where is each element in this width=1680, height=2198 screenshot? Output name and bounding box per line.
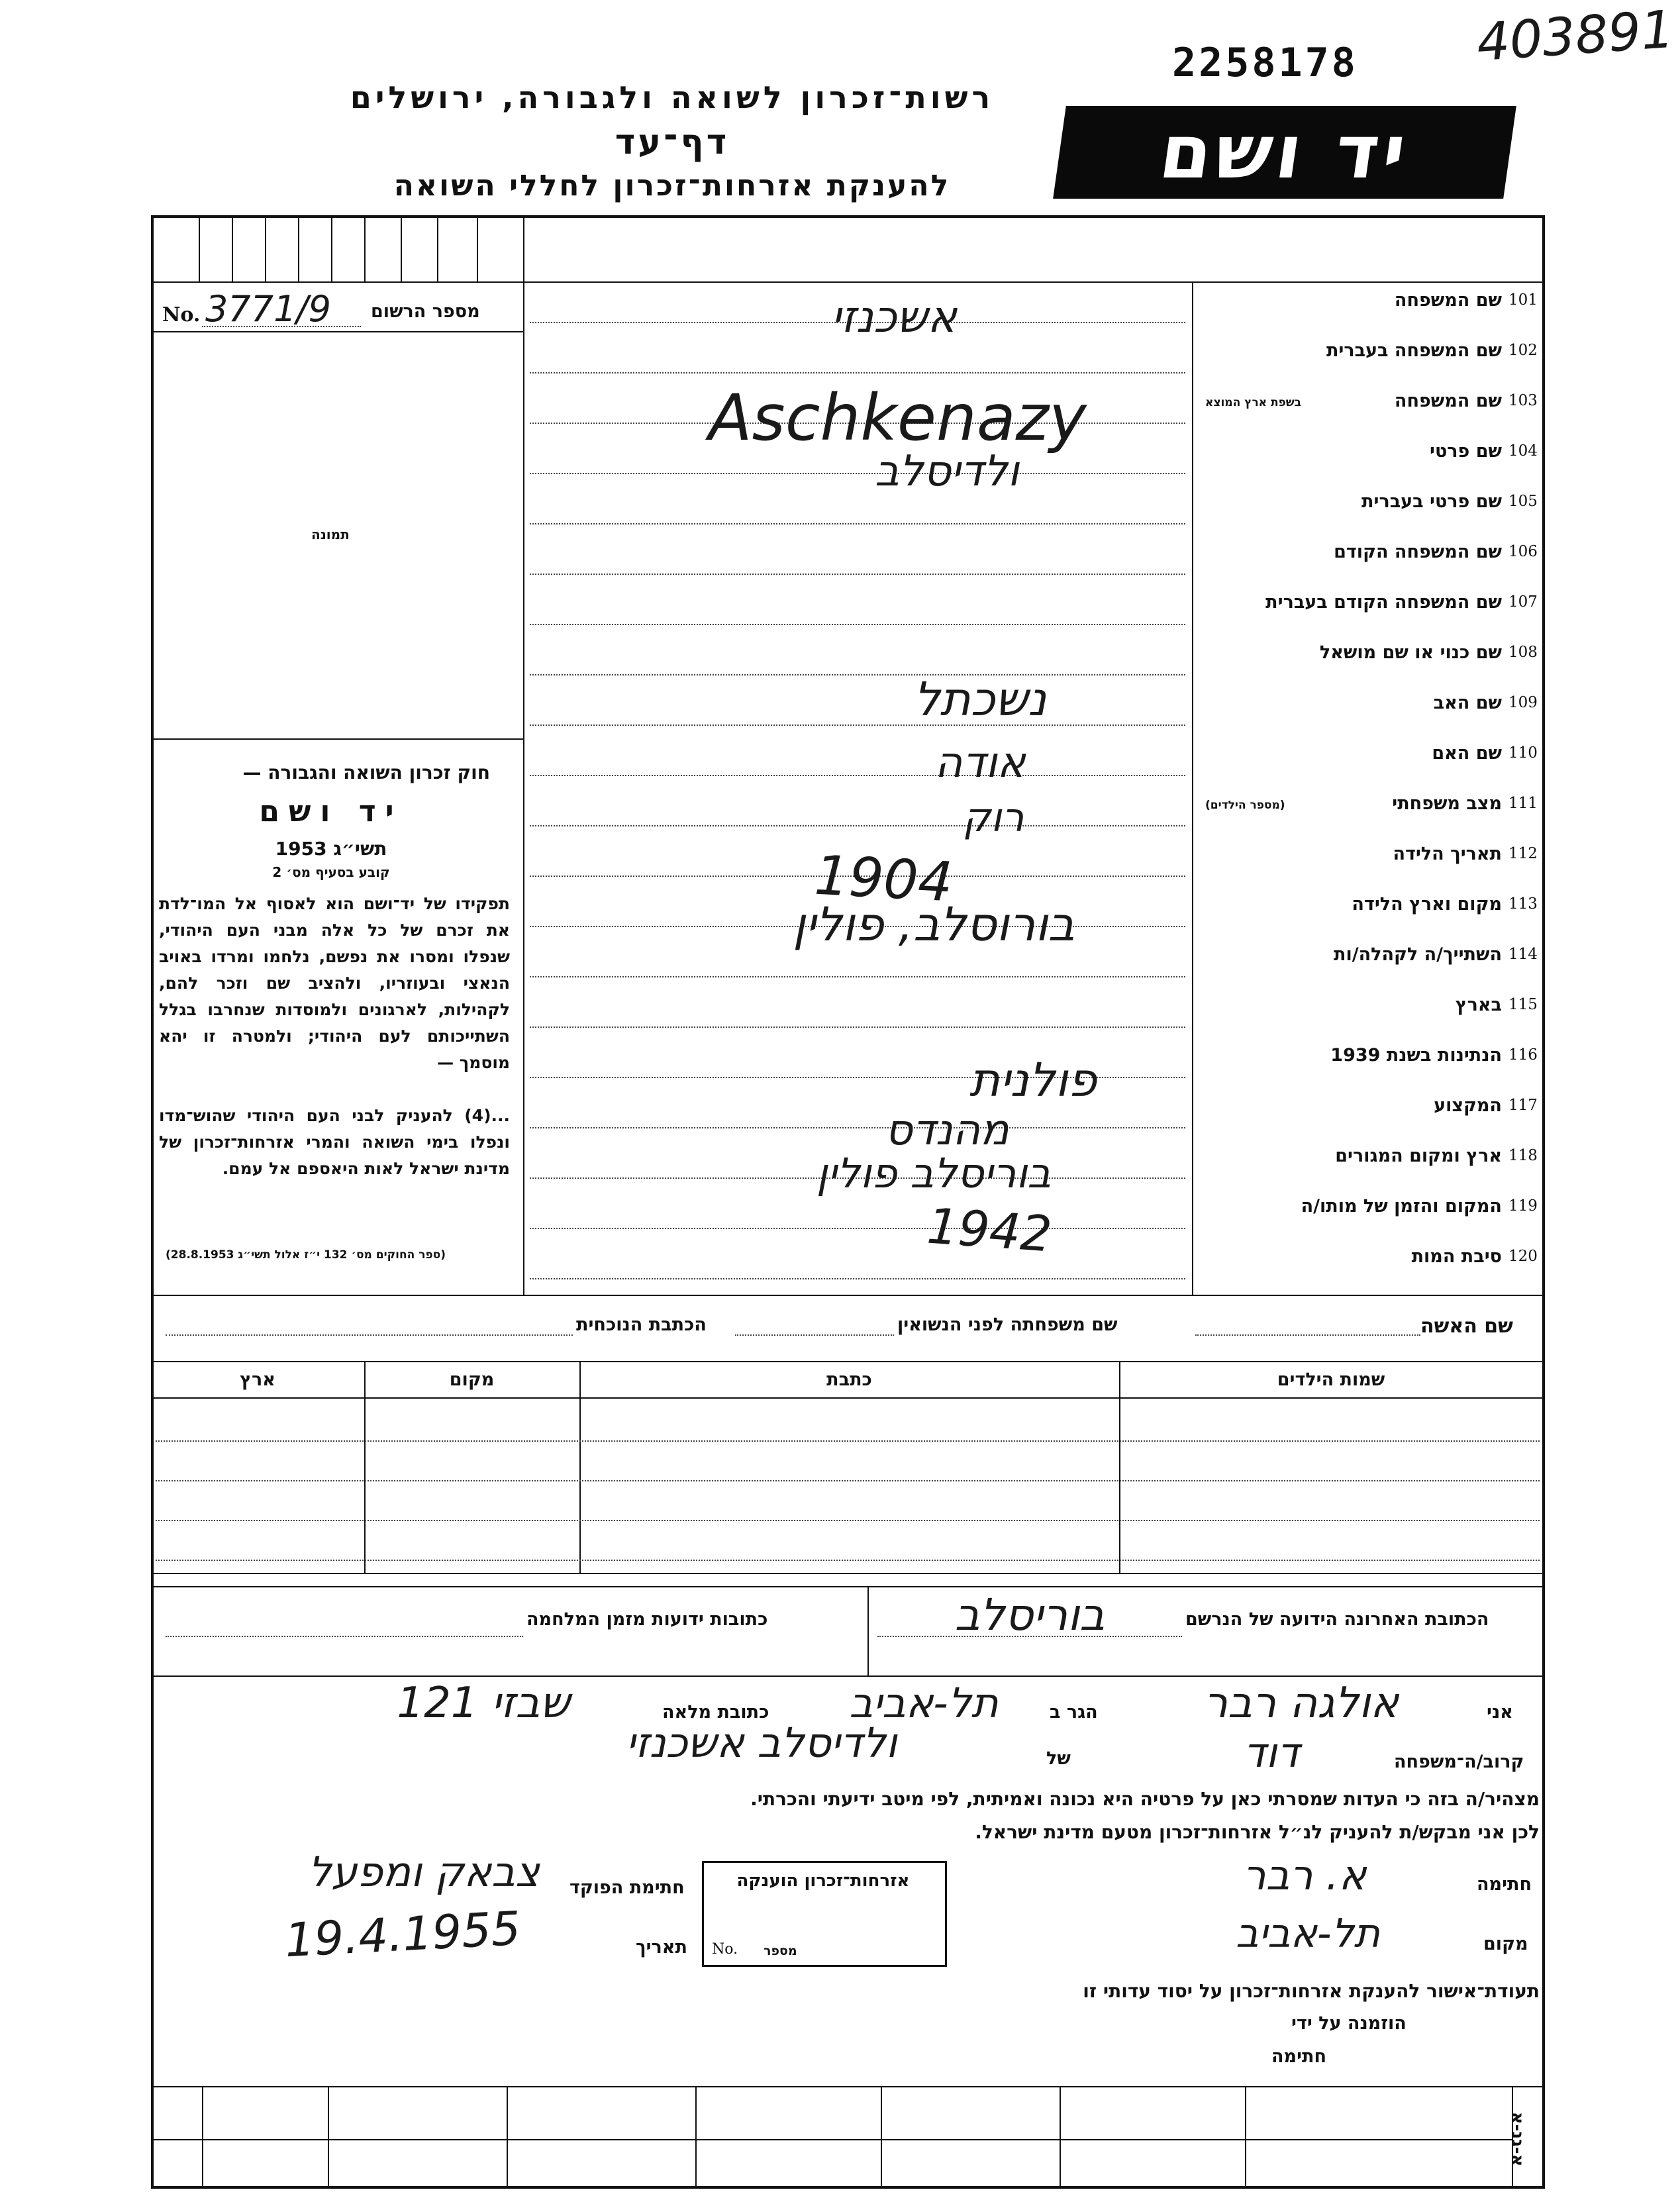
field-value-line — [530, 574, 1185, 575]
certificate-signature-label: חתימה — [1271, 2046, 1327, 2067]
field-number: 118 — [1508, 1147, 1538, 1164]
stamp-number-label: מספר — [764, 1944, 797, 1958]
value-mother-name: אודה — [934, 738, 1026, 787]
logo-text: יד ושם — [1154, 109, 1415, 195]
declarant-i-label: אני — [1487, 1702, 1513, 1723]
declarant-resides-label: הגר ב — [1050, 1702, 1098, 1723]
field-number: 106 — [1508, 543, 1538, 560]
declarant-address: שבזי 121 — [397, 1679, 570, 1728]
field-value-line — [530, 1228, 1185, 1229]
request-text: לכן אני מבקש/ת להעניק לנ״ל אזרחות־זכרון מטעם מדינת ישראל. — [975, 1821, 1540, 1843]
children-header-country: ארץ — [240, 1370, 275, 1390]
photo-label: תמונה — [311, 526, 350, 542]
value-family-name-origin: Aschkenazy — [709, 381, 1087, 455]
field-value-line — [530, 976, 1185, 977]
field-label: המקצוע — [1434, 1095, 1502, 1116]
field-note: בשפת ארץ המוצא — [1205, 396, 1302, 409]
value-marital-status: רוק — [962, 795, 1024, 841]
field-number: 103 — [1508, 392, 1538, 409]
field-value-line — [530, 372, 1185, 374]
field-note: (מספר הילדים) — [1205, 799, 1285, 812]
value-family-name: אשכנזי — [831, 291, 957, 342]
law-footnote: (ספר החוקים מס׳ 132 י״ז אלול תשי״ג 28.8.1953) — [166, 1248, 446, 1262]
value-profession: מהנדס — [885, 1106, 1009, 1155]
field-label: ארץ ומקום המגורים — [1335, 1146, 1502, 1166]
field-label: מקום וארץ הלידה — [1352, 894, 1502, 915]
field-label: שם פרטי בעברית — [1361, 491, 1502, 512]
declarant-place-label: מקום — [1483, 1934, 1528, 1954]
declarant-city: תל-אביב — [849, 1679, 999, 1727]
value-residence: בוריסלב פולין — [816, 1149, 1052, 1197]
field-number: 108 — [1508, 644, 1538, 661]
law-text: תפקידו של יד־ושם הוא לאסוף אל המו־לדת את זכרם של כל אלה מבני העם היהודי, שנפלו ומסרו את נפשם, נלחמו ומרדו באויב הנאצי ובעוזריו, ולהציב שם וזכר להם, לקהילות, לארגונים ולמוסדות שנחרבו בגלל השתייכותם לעם היהודי; ולמטרה זו יהא מוסמך — — [159, 894, 510, 1072]
field-label: שם המשפחה בעברית — [1326, 340, 1502, 361]
field-label: השתייך/ה לקהלה/ות — [1334, 944, 1502, 965]
field-value-line — [530, 1026, 1185, 1028]
certificate-text: תעודת־אישור להענקת אזרחות־זכרון על יסוד עדותי זו — [1083, 1980, 1540, 2002]
field-label: שם המשפחה — [1394, 290, 1502, 311]
declarant-of-label: של — [1046, 1748, 1071, 1769]
official-signature: צבאק ומפעל — [308, 1848, 540, 1896]
field-number: 114 — [1508, 946, 1538, 963]
field-label: שם האם — [1432, 743, 1502, 764]
war-address-label: כתובות ידועות מזמן המלחמה — [526, 1609, 768, 1630]
value-birth-place: בורוסלב, פולין — [793, 897, 1075, 952]
children-header-names: שמות הילדים — [1277, 1370, 1385, 1390]
field-label: שם המשפחה הקודם — [1334, 542, 1502, 562]
field-label: סיבת המות — [1411, 1246, 1502, 1267]
value-nationality: פולנית — [969, 1053, 1097, 1107]
declarant-address-label: כתובת מלאה — [662, 1702, 769, 1723]
field-number: 112 — [1508, 845, 1538, 862]
declarant-relative-label: קרוב/ה־משפחה — [1394, 1752, 1524, 1772]
declaration-text: מצהיר/ה בזה כי העדות שמסרתי כאן על פרטיה היא נכונה ואמיתית, לפי מיטב ידיעתי והכרתי. — [750, 1788, 1540, 1810]
field-number: 115 — [1508, 996, 1538, 1013]
law-clause: קובע בסעיף מס׳ 2 — [272, 864, 390, 880]
law-year: תשי״ג 1953 — [275, 838, 387, 860]
official-date-label: תאריך — [636, 1937, 687, 1958]
field-label: בארץ — [1455, 995, 1502, 1015]
field-number: 117 — [1508, 1097, 1538, 1114]
field-value-line — [530, 624, 1185, 625]
yad-vashem-logo — [1053, 106, 1516, 199]
declarant-signature-label: חתימה — [1477, 1874, 1532, 1895]
field-label: מצב משפחתי — [1392, 793, 1502, 814]
wife-address-label: הכתבת הנוכחית — [576, 1315, 707, 1335]
field-label: שם המשפחה הקודם בעברית — [1265, 592, 1502, 613]
declarant-signature: א. רבר — [1242, 1851, 1367, 1899]
field-number: 105 — [1508, 493, 1538, 510]
official-date: 19.4.1955 — [283, 1901, 522, 1968]
value-death: 1942 — [925, 1197, 1054, 1264]
last-address-value: בוריסלב — [954, 1589, 1105, 1640]
declarant-of-name: ולדיסלב אשכנזי — [626, 1719, 897, 1767]
field-label: שם פרטי — [1430, 441, 1502, 462]
field-number: 116 — [1508, 1046, 1538, 1064]
field-value-line — [530, 523, 1185, 525]
field-number: 107 — [1508, 593, 1538, 611]
children-header-address: כתבת — [826, 1370, 872, 1390]
law-title: חוק זכרון השואה והגבורה — — [242, 762, 490, 783]
field-number: 101 — [1508, 291, 1538, 309]
field-label: שם האב — [1433, 693, 1502, 713]
citizenship-stamp-box — [702, 1861, 947, 1967]
field-label: המקום והזמן של מותו/ה — [1301, 1196, 1502, 1217]
official-signature-label: חתימת הפוקד — [569, 1877, 685, 1898]
authority-line: רשות־זכרון לשואה ולגבורה, ירושלים — [350, 79, 995, 115]
stamp-no-prefix: No. — [712, 1941, 738, 1958]
handwritten-number: 403891 — [1475, 0, 1676, 74]
wife-label: שם האשה — [1420, 1315, 1513, 1338]
registry-label: מספר הרשום — [371, 301, 480, 322]
field-label: הנתינות בשנת 1939 — [1330, 1045, 1502, 1066]
declarant-name: אולגה רבר — [1203, 1679, 1399, 1728]
value-first-name: ולדיסלב — [875, 447, 1019, 496]
registry-value: 3771/9 — [205, 288, 331, 330]
field-number: 109 — [1508, 694, 1538, 711]
certificate-ordered-label: הוזמנה על ידי — [1291, 2013, 1407, 2034]
children-header-place: מקום — [449, 1370, 495, 1390]
field-number: 104 — [1508, 442, 1538, 460]
field-number: 111 — [1508, 795, 1538, 812]
form-title: דף־עד — [615, 123, 730, 162]
record-number: 2258178 — [1172, 40, 1358, 86]
declarant-place: תל-אביב — [1235, 1911, 1381, 1957]
law-text-2: ...(4) להעניק לבני העם היהודי שהוש־מדו ונפלו בימי השואה והמרי אזרחות־זכרון של מדינת ישראל לאות היאספם אל עמם. — [159, 1106, 510, 1178]
field-label: תאריך הלידה — [1393, 844, 1502, 864]
value-father-name: נשכתל — [913, 672, 1047, 726]
declarant-relation: דוד — [1243, 1728, 1300, 1777]
registry-no-prefix: No. — [162, 303, 201, 326]
wife-maiden-label: שם משפחתה לפני הנשואין — [897, 1315, 1118, 1335]
law-name: יד ושם — [259, 795, 403, 828]
field-value-line — [530, 1278, 1185, 1279]
field-number: 102 — [1508, 342, 1538, 359]
stamp-title: אזרחות־זכרון הוענקה — [736, 1871, 910, 1891]
side-code: א-גנ-א — [1507, 2111, 1528, 2167]
field-label: שם המשפחה — [1394, 391, 1502, 411]
value-birth-date: 1904 — [813, 844, 955, 915]
field-label: שם כנוי או שם מושאל — [1319, 642, 1502, 663]
field-number: 110 — [1508, 744, 1538, 762]
field-number: 113 — [1508, 895, 1538, 913]
field-number: 120 — [1508, 1248, 1538, 1265]
field-number: 119 — [1508, 1197, 1538, 1215]
form-subtitle: להענקת אזרחות־זכרון לחללי השואה — [393, 169, 951, 203]
last-address-label: הכתובת האחרונה הידועה של הנרשם — [1185, 1609, 1489, 1630]
